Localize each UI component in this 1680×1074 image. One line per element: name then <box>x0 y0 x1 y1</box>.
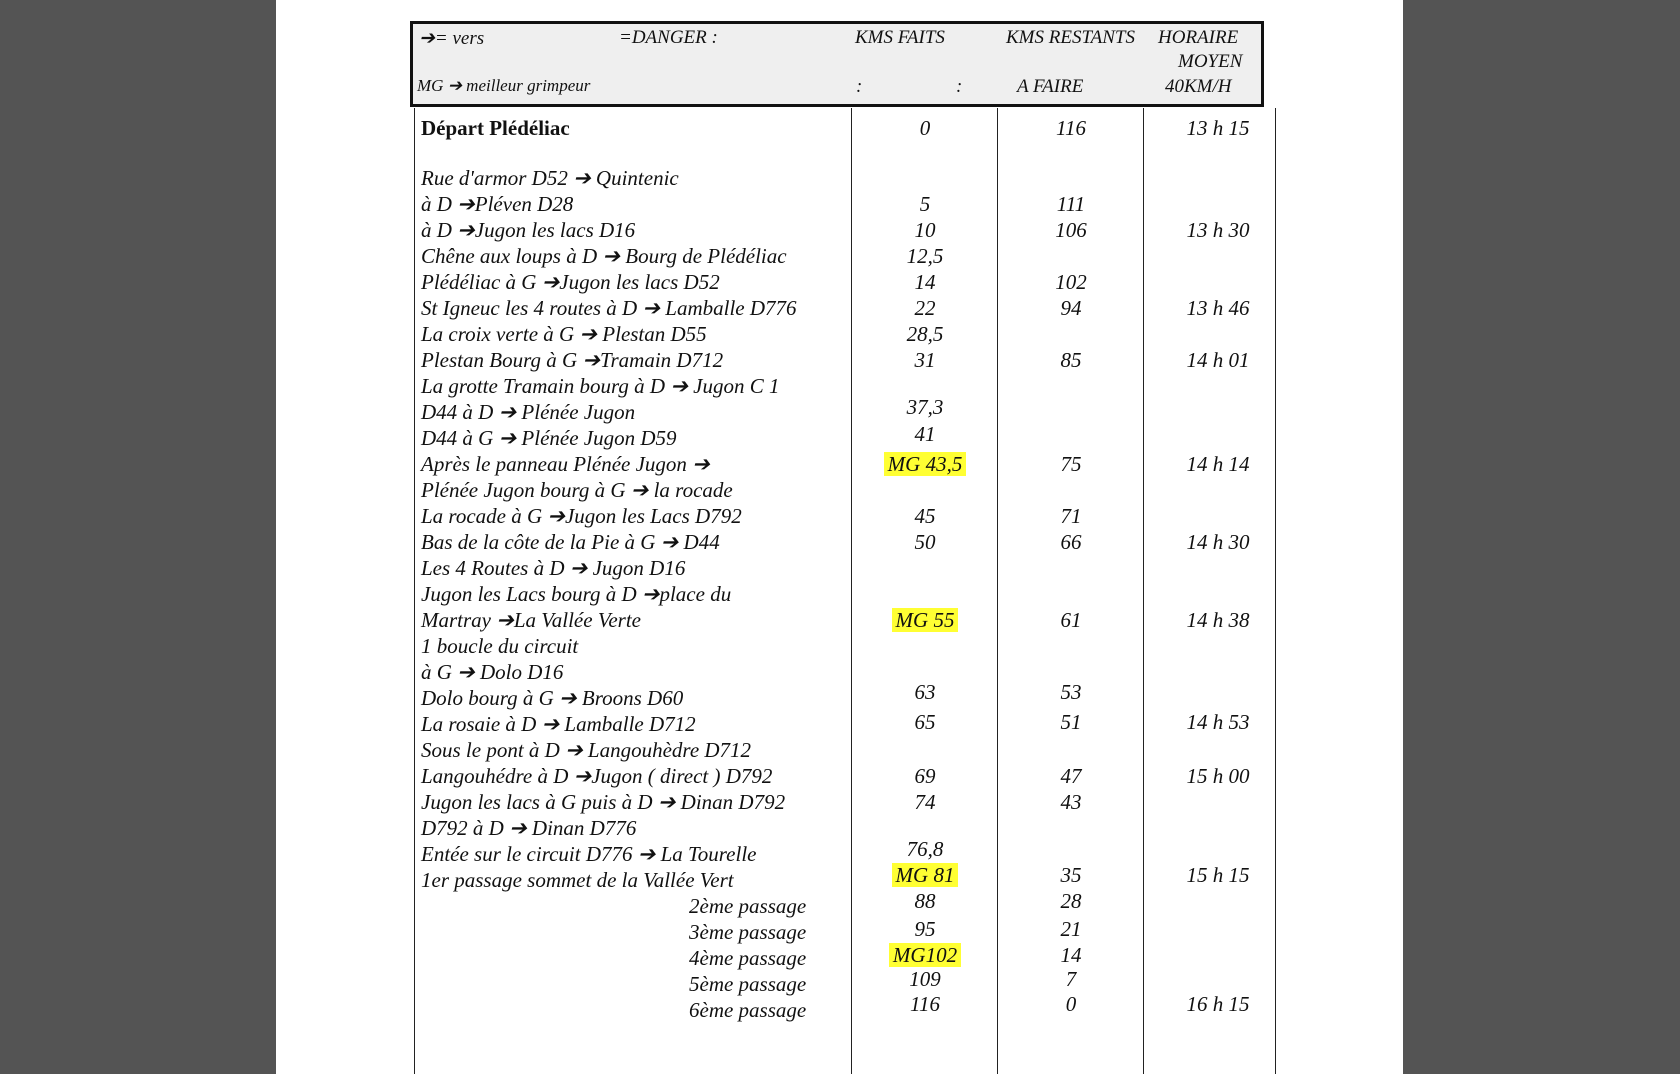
best-climber-marker: MG 81 <box>892 863 959 887</box>
route-direction: St Igneuc les 4 routes à D ➔ Lamballe D776 <box>421 296 797 320</box>
header-speed: 40KM/H <box>1165 76 1232 97</box>
schedule-time-value: 13 h 30 <box>1186 218 1250 242</box>
route-direction: D44 à D ➔ Plénée Jugon <box>421 400 636 424</box>
kms-done-value: 74 <box>914 790 936 814</box>
schedule-time-value: 13 h 46 <box>1186 296 1250 320</box>
route-direction: à D ➔Pléven D28 <box>421 192 574 216</box>
schedule-time-value: 13 h 15 <box>1186 116 1250 140</box>
kms-remaining-value: 53 <box>1060 680 1082 704</box>
kms-done <box>855 218 995 242</box>
kms-done-value: 50 <box>914 530 936 554</box>
kms-done-value: 95 <box>914 917 936 941</box>
route-direction: Jugon les lacs à G puis à D ➔ Dinan D792 <box>421 790 786 814</box>
kms-done <box>855 422 995 446</box>
kms-done <box>855 244 995 268</box>
schedule-time <box>1148 992 1288 1016</box>
header-moyen: MOYEN <box>1178 51 1243 72</box>
column-divider <box>997 108 998 1074</box>
schedule-time-value: 14 h 53 <box>1186 710 1250 734</box>
kms-remaining-value: 14 <box>1060 943 1082 967</box>
kms-remaining-value: 21 <box>1060 917 1082 941</box>
schedule-time <box>1148 218 1288 242</box>
kms-remaining-value: 71 <box>1060 504 1082 528</box>
kms-done <box>855 395 995 419</box>
kms-done-value: 65 <box>914 710 936 734</box>
best-climber-marker: MG102 <box>889 943 961 967</box>
schedule-time <box>1148 348 1288 372</box>
route-direction: 1er passage sommet de la Vallée Vert <box>421 868 734 892</box>
route-direction: Martray ➔La Vallée Verte <box>421 608 641 632</box>
schedule-time <box>1148 608 1288 632</box>
kms-done <box>855 992 995 1016</box>
header-kms-faits: KMS FAITS <box>855 27 945 48</box>
schedule-time <box>1148 764 1288 788</box>
kms-remaining <box>1001 917 1141 941</box>
route-direction: Plénée Jugon bourg à G ➔ la rocade <box>421 478 733 502</box>
kms-remaining-value: 35 <box>1060 863 1082 887</box>
kms-remaining-value: 43 <box>1060 790 1082 814</box>
kms-remaining-value: 61 <box>1060 608 1082 632</box>
kms-remaining-value: 51 <box>1060 710 1082 734</box>
route-direction: à G ➔ Dolo D16 <box>421 660 564 684</box>
kms-remaining-value: 28 <box>1060 889 1082 913</box>
kms-remaining <box>1001 863 1141 887</box>
schedule-time-value: 15 h 00 <box>1186 764 1250 788</box>
kms-done <box>855 504 995 528</box>
kms-remaining <box>1001 116 1141 140</box>
route-direction: Dolo bourg à G ➔ Broons D60 <box>421 686 684 710</box>
kms-done-value: 69 <box>914 764 936 788</box>
kms-remaining-value: 116 <box>1056 116 1086 140</box>
kms-done <box>855 710 995 734</box>
route-direction: à D ➔Jugon les lacs D16 <box>421 218 636 242</box>
header-horaire: HORAIRE <box>1158 27 1239 48</box>
kms-remaining-value: 94 <box>1060 296 1082 320</box>
kms-remaining <box>1001 296 1141 320</box>
kms-remaining <box>1001 452 1141 476</box>
route-direction: 3ème passage <box>689 920 807 944</box>
route-direction: La rosaie à D ➔ Lamballe D712 <box>421 712 696 736</box>
kms-done-value: 76,8 <box>906 837 944 861</box>
kms-done-value: 22 <box>914 296 936 320</box>
route-direction: D792 à D ➔ Dinan D776 <box>421 816 637 840</box>
route-direction: Jugon les Lacs bourg à D ➔place du <box>421 582 732 606</box>
kms-remaining <box>1001 790 1141 814</box>
kms-remaining <box>1001 270 1141 294</box>
kms-remaining <box>1001 710 1141 734</box>
legend-mg: MG ➔ meilleur grimpeur <box>417 76 591 95</box>
kms-remaining-value: 47 <box>1060 764 1082 788</box>
kms-done-value: 116 <box>910 992 940 1016</box>
kms-remaining <box>1001 608 1141 632</box>
kms-remaining <box>1001 218 1141 242</box>
kms-done-value: 109 <box>909 967 941 991</box>
route-direction: Plestan Bourg à G ➔Tramain D712 <box>421 348 724 372</box>
kms-remaining-value: 85 <box>1060 348 1082 372</box>
kms-remaining <box>1001 530 1141 554</box>
schedule-time-value: 14 h 30 <box>1186 530 1250 554</box>
route-direction: Chêne aux loups à D ➔ Bourg de Plédéliac <box>421 244 787 268</box>
kms-done-value: 5 <box>919 192 931 216</box>
kms-done-value: 31 <box>914 348 936 372</box>
header-colon-2: : <box>956 76 963 97</box>
schedule-time-value: 14 h 14 <box>1186 452 1250 476</box>
best-climber-marker: MG 55 <box>892 608 959 632</box>
kms-done-value: 88 <box>914 889 936 913</box>
kms-done-value: 45 <box>914 504 936 528</box>
route-direction: Sous le pont à D ➔ Langouhèdre D712 <box>421 738 752 762</box>
kms-remaining <box>1001 889 1141 913</box>
column-divider <box>1143 108 1144 1074</box>
kms-done-value: 28,5 <box>906 322 944 346</box>
schedule-time-value: 14 h 38 <box>1186 608 1250 632</box>
kms-done <box>855 863 995 887</box>
best-climber-marker: MG 43,5 <box>884 452 967 476</box>
route-direction: 2ème passage <box>689 894 807 918</box>
route-direction: La croix verte à G ➔ Plestan D55 <box>421 322 707 346</box>
kms-remaining <box>1001 967 1141 991</box>
legend-danger: =DANGER : <box>619 27 718 48</box>
route-direction: Entée sur le circuit D776 ➔ La Tourelle <box>421 842 757 866</box>
header-kms-restants: KMS RESTANTS <box>1006 27 1135 48</box>
kms-remaining <box>1001 504 1141 528</box>
kms-done-value: 41 <box>914 422 936 446</box>
route-direction: D44 à G ➔ Plénée Jugon D59 <box>421 426 677 450</box>
schedule-time <box>1148 530 1288 554</box>
route-direction: Les 4 Routes à D ➔ Jugon D16 <box>421 556 686 580</box>
route-direction: La rocade à G ➔Jugon les Lacs D792 <box>421 504 742 528</box>
kms-done-value: 14 <box>914 270 936 294</box>
schedule-time-value: 14 h 01 <box>1186 348 1250 372</box>
kms-remaining <box>1001 348 1141 372</box>
kms-done-value: 63 <box>914 680 936 704</box>
route-direction: 5ème passage <box>689 972 807 996</box>
kms-done <box>855 452 995 476</box>
route-direction: La grotte Tramain bourg à D ➔ Jugon C 1 <box>421 374 780 398</box>
kms-done <box>855 837 995 861</box>
kms-done <box>855 348 995 372</box>
kms-done <box>855 322 995 346</box>
kms-remaining <box>1001 680 1141 704</box>
route-direction: Plédéliac à G ➔Jugon les lacs D52 <box>421 270 720 294</box>
route-table <box>414 108 1276 1074</box>
kms-done-value: 10 <box>914 218 936 242</box>
route-direction: Langouhédre à D ➔Jugon ( direct ) D792 <box>421 764 773 788</box>
kms-done-value: 37,3 <box>906 395 944 419</box>
table-header <box>410 21 1264 107</box>
kms-remaining-value: 102 <box>1055 270 1087 294</box>
schedule-time <box>1148 116 1288 140</box>
kms-done <box>855 116 995 140</box>
kms-done <box>855 764 995 788</box>
schedule-time <box>1148 452 1288 476</box>
kms-done <box>855 608 995 632</box>
column-divider <box>851 108 852 1074</box>
kms-done-value: 0 <box>919 116 931 140</box>
kms-remaining <box>1001 192 1141 216</box>
schedule-time-value: 15 h 15 <box>1186 863 1250 887</box>
kms-remaining <box>1001 992 1141 1016</box>
kms-remaining <box>1001 943 1141 967</box>
kms-done <box>855 889 995 913</box>
header-colon-1: : <box>856 76 863 97</box>
schedule-time <box>1148 296 1288 320</box>
kms-remaining-value: 75 <box>1060 452 1082 476</box>
legend-vers: ➔= vers <box>419 28 485 49</box>
kms-remaining-value: 106 <box>1055 218 1087 242</box>
kms-done <box>855 917 995 941</box>
route-direction: Après le panneau Plénée Jugon ➔ <box>421 452 710 476</box>
kms-done <box>855 680 995 704</box>
kms-done <box>855 967 995 991</box>
kms-remaining-value: 7 <box>1065 967 1077 991</box>
kms-remaining-value: 0 <box>1065 992 1077 1016</box>
route-direction: Rue d'armor D52 ➔ Quintenic <box>421 166 679 190</box>
kms-done <box>855 270 995 294</box>
kms-done <box>855 790 995 814</box>
kms-done <box>855 530 995 554</box>
route-direction: Bas de la côte de la Pie à G ➔ D44 <box>421 530 720 554</box>
kms-remaining <box>1001 764 1141 788</box>
schedule-time-value: 16 h 15 <box>1186 992 1250 1016</box>
kms-remaining-value: 111 <box>1056 192 1086 216</box>
kms-done <box>855 296 995 320</box>
kms-remaining-value: 66 <box>1060 530 1082 554</box>
kms-done-value: 12,5 <box>906 244 944 268</box>
route-direction: Départ Plédéliac <box>421 116 570 140</box>
kms-done <box>855 943 995 967</box>
schedule-time <box>1148 863 1288 887</box>
route-direction: 6ème passage <box>689 998 807 1022</box>
kms-done <box>855 192 995 216</box>
route-direction: 1 boucle du circuit <box>421 634 579 658</box>
header-a-faire: A FAIRE <box>1017 76 1084 97</box>
schedule-time <box>1148 710 1288 734</box>
route-direction: 4ème passage <box>689 946 807 970</box>
